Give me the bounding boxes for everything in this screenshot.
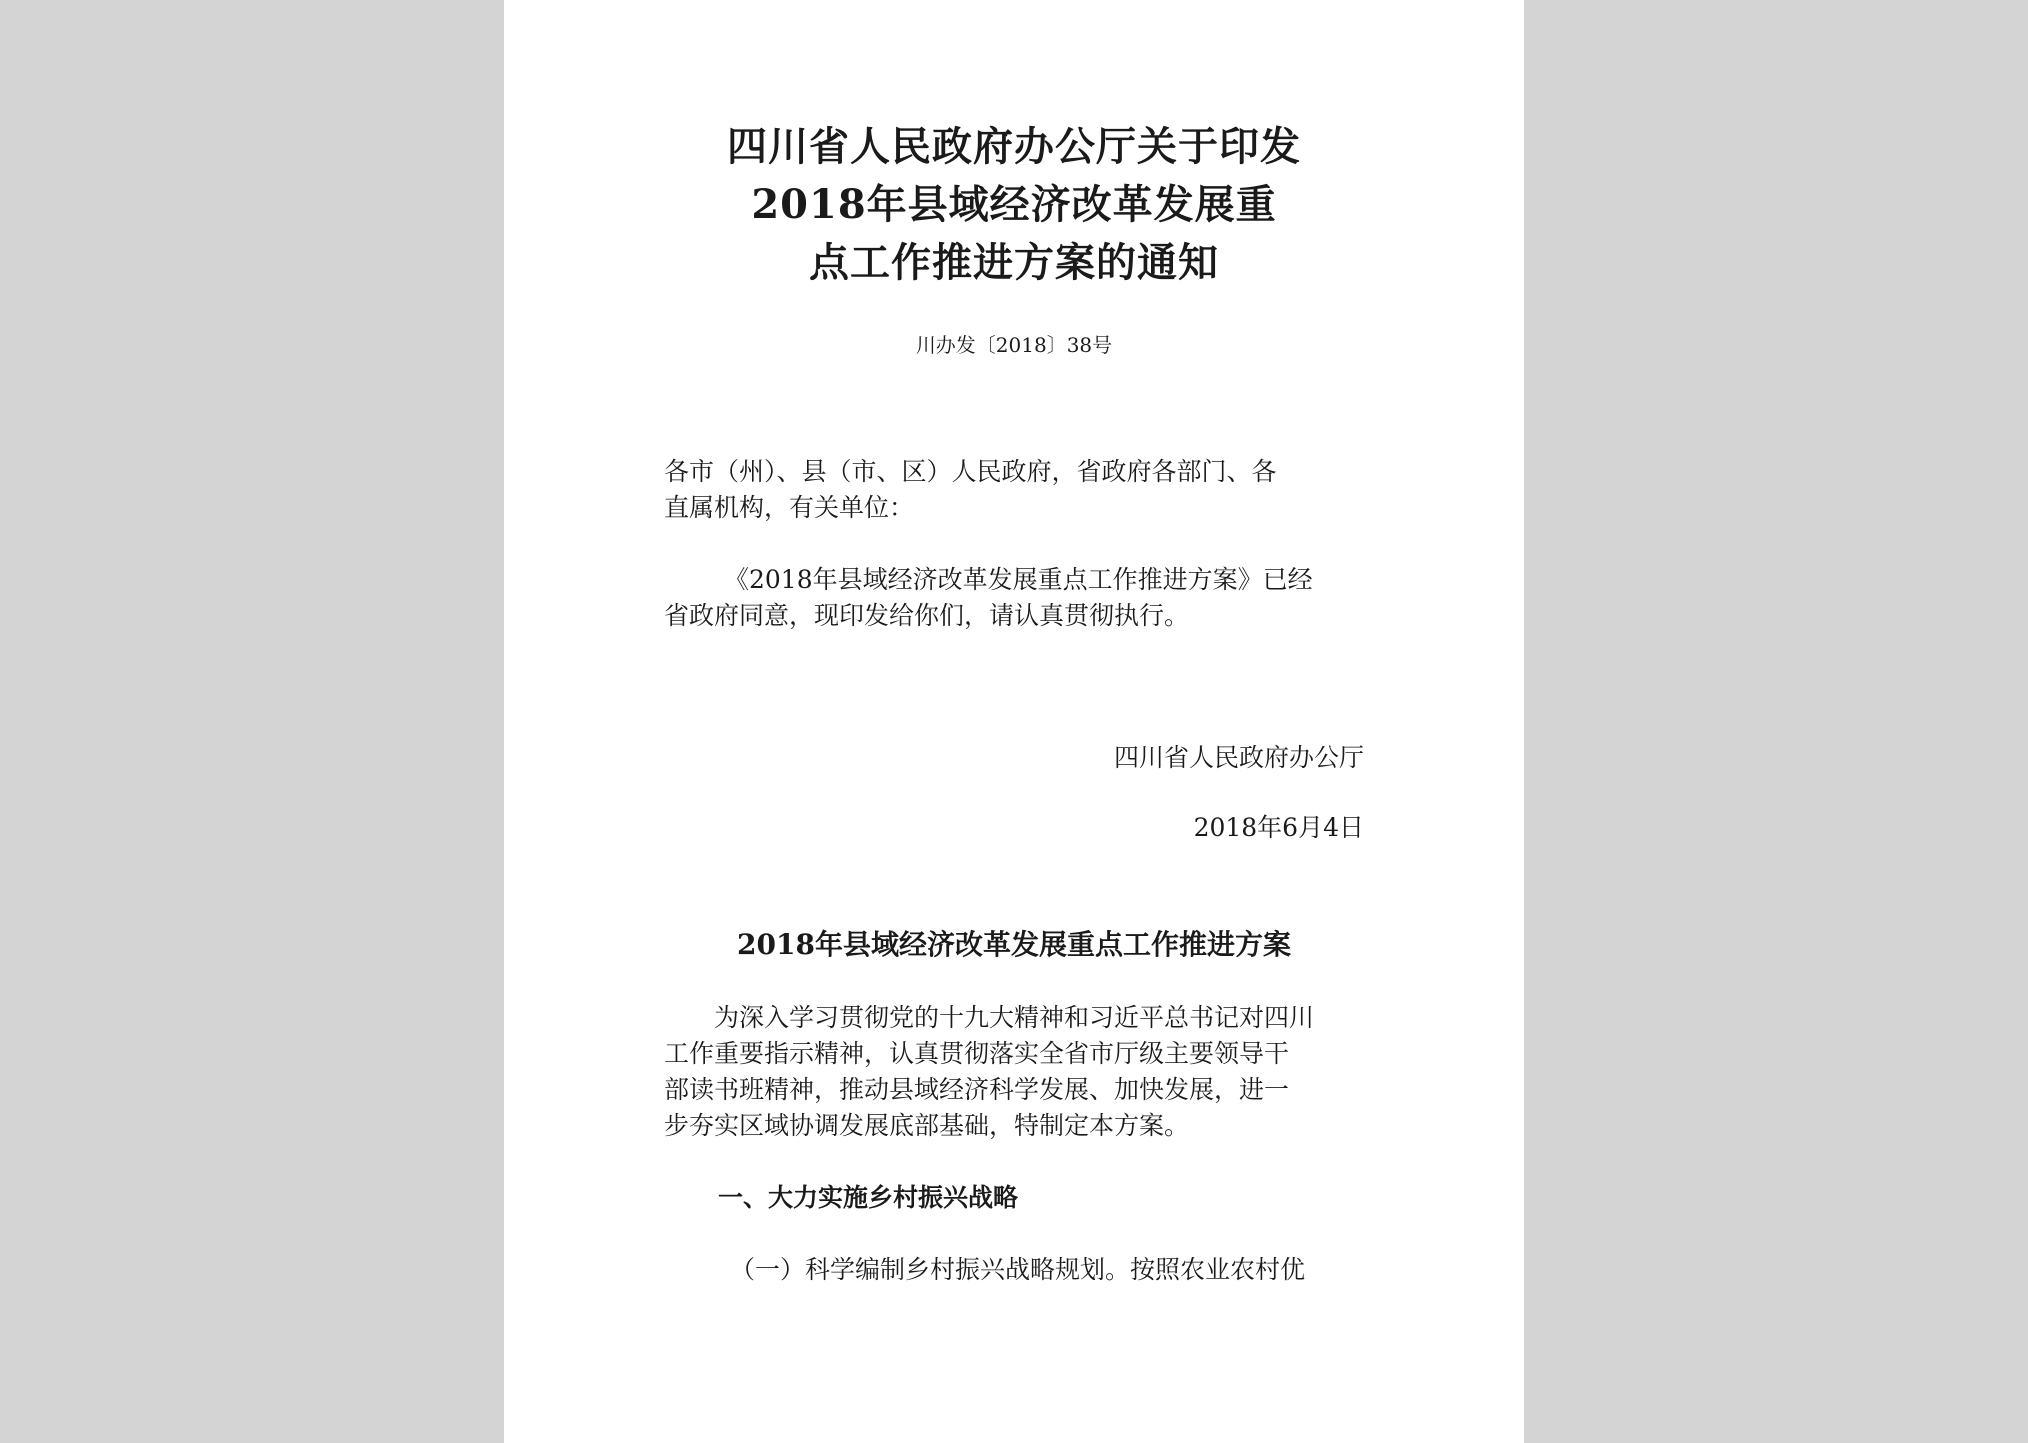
title-line-2: 2018年县域经济改革发展重	[751, 181, 1277, 228]
signer: 四川省人民政府办公厅	[1113, 743, 1364, 772]
document-title	[504, 118, 1524, 292]
title-line-3: 点工作推进方案的通知	[809, 239, 1219, 286]
section-1-heading: 一、大力实施乡村振兴战略	[718, 1183, 1019, 1212]
title-line-1: 四川省人民政府办公厅关于印发	[727, 123, 1301, 170]
addressee-line-2: 直属机构，有关单位：	[664, 493, 915, 522]
document-page	[504, 0, 1524, 1443]
para1-line-2: 工作重要指示精神，认真贯彻落实全省市厅级主要领导干	[664, 1039, 1290, 1068]
para1-line-1: 为深入学习贯彻党的十九大精神和习近平总书记对四川	[714, 1003, 1315, 1032]
para1-line-3: 部读书班精神，推动县域经济科学发展、加快发展，进一	[664, 1075, 1290, 1104]
plan-paragraph-1	[664, 1000, 1364, 1144]
subsection-1-text: （一）科学编制乡村振兴战略规划。按照农业农村优	[730, 1255, 1306, 1284]
addressee-paragraph	[664, 454, 1364, 526]
intro-line-2: 省政府同意，现印发给你们，请认真贯彻执行。	[664, 601, 1190, 630]
para1-line-4: 步夯实区域协调发展底部基础，特制定本方案。	[664, 1111, 1190, 1140]
document-number: 川办发〔2018〕38号	[915, 333, 1113, 357]
intro-paragraph	[664, 562, 1364, 634]
sign-date: 2018年6月4日	[1193, 813, 1364, 842]
intro-line-1: 《2018年县域经济改革发展重点工作推进方案》已经	[724, 565, 1313, 594]
addressee-line-1: 各市（州）、县（市、区）人民政府，省政府各部门、各	[664, 457, 1277, 486]
plan-title: 2018年县域经济改革发展重点工作推进方案	[737, 928, 1291, 961]
